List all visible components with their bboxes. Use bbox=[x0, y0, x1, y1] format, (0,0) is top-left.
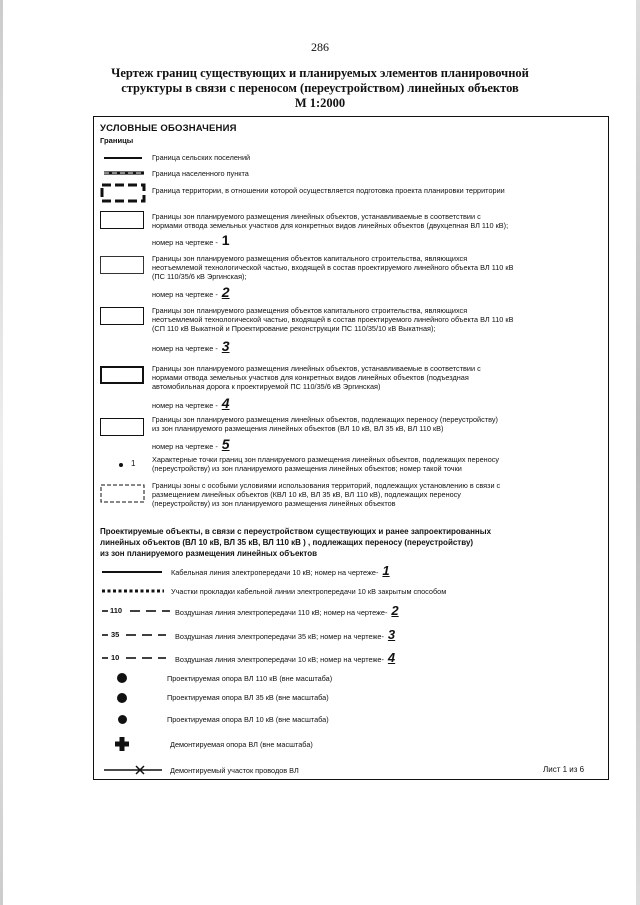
overhead-35-symbol bbox=[100, 628, 172, 642]
line-voltage-mark: 10 bbox=[111, 653, 120, 662]
projected-item-text: Воздушная линия электропередачи 10 кВ; номер на чертеже- 4 bbox=[175, 650, 396, 665]
legend-item-text: Характерные точки границ зон планируемого размещения линейных объектов, подлежащих переносу bbox=[152, 455, 500, 464]
zone-number: 4 bbox=[221, 395, 230, 411]
zone-number: 5 bbox=[221, 436, 230, 452]
legend-item-text: неотъемлемой технологической частью, входящей в состав проектируемого линейного объекта ВЛ 110 кВ bbox=[152, 315, 514, 324]
legend-item-text: (ПС 110/35/6 кВ Эргинская); bbox=[152, 272, 247, 281]
legend-item-text: (СП 110 кВ Выкатной и Проектирование реконструкции ПС 110/35/10 кВ Выкатная); bbox=[152, 324, 436, 333]
zone-access-road-symbol bbox=[100, 366, 144, 384]
projected-heading: из зон планируемого размещения линейных объектов bbox=[100, 549, 318, 558]
scan-edge-left bbox=[0, 0, 3, 905]
legend-item-text: нормами отвода земельных участков для конкретных видов линейных объектов (подъездная bbox=[152, 373, 469, 382]
point-number: 1 bbox=[131, 459, 136, 468]
line-voltage-mark: 110 bbox=[110, 606, 123, 615]
line-number: 1 bbox=[382, 563, 390, 578]
title-scale: М 1:2000 bbox=[294, 96, 346, 110]
locality-border-symbol bbox=[103, 169, 145, 177]
zone-double-circuit-symbol bbox=[100, 211, 144, 229]
page-number: 286 bbox=[311, 40, 329, 54]
dismantled-pylon-icon bbox=[115, 737, 129, 751]
legend-item-text: Граница территории, в отношении которой осуществляется подготовка проекта планировки территории bbox=[152, 186, 505, 195]
legend-item-text: Границы зон планируемого размещения объектов капитального строительства, являющихся bbox=[152, 306, 468, 315]
title-line-2: структуры в связи с переносом (переустройством) линейных объектов bbox=[121, 81, 519, 95]
legend-item-text: Границы зон планируемого размещения линейных объектов, подлежащих переносу (переустройству) bbox=[152, 415, 498, 424]
number-label: номер на чертеже - 1 bbox=[152, 232, 230, 248]
legend-item-text: Границы зон планируемого размещения объектов капитального строительства, являющихся bbox=[152, 254, 468, 263]
number-label: номер на чертеже - 4 bbox=[152, 395, 230, 411]
legend-heading: УСЛОВНЫЕ ОБОЗНАЧЕНИЯ bbox=[100, 123, 237, 134]
number-label: номер на чертеже - 5 bbox=[152, 436, 230, 452]
territory-border-symbol bbox=[100, 183, 146, 203]
line-number: 3 bbox=[387, 627, 396, 642]
special-zone-symbol bbox=[100, 484, 146, 504]
legend-item-text: автомобильная дорога к проектируемой ПС 110/35/6 кВ Эргинская) bbox=[152, 382, 381, 391]
scan-edge-right bbox=[636, 0, 640, 905]
legend-item-text: Границы зон планируемого размещения линейных объектов, устанавливаемые в соответствии с bbox=[152, 364, 481, 373]
zone-number: 1 bbox=[221, 232, 230, 248]
projected-item-text: Демонтируемая опора ВЛ (вне масштаба) bbox=[170, 740, 313, 749]
title-line-1: Чертеж границ существующих и планируемых элементов планировочной bbox=[111, 66, 529, 80]
legend-item-text: Границы зон планируемого размещения линейных объектов, устанавливаемые в соответствии с bbox=[152, 212, 481, 221]
projected-item-text: Кабельная линия электропередачи 10 кВ; номер на чертеже- 1 bbox=[171, 563, 390, 578]
projected-item-text: Участки прокладки кабельной линии электропередачи 10 кВ закрытым способом bbox=[171, 587, 447, 596]
line-number: 2 bbox=[391, 603, 399, 618]
zone-number: 3 bbox=[221, 338, 230, 354]
legend-item-text: неотъемлемой технологической частью, входящей в состав проектируемого линейного объекта ВЛ 110 кВ bbox=[152, 263, 514, 272]
pylon-10-icon bbox=[118, 715, 127, 724]
projected-item-text: Проектируемая опора ВЛ 10 кВ (вне масштаба) bbox=[167, 715, 329, 724]
legend-subheading: Границы bbox=[100, 136, 134, 145]
zone-capital-object-symbol bbox=[100, 256, 144, 274]
projected-heading: линейных объектов (ВЛ 10 кВ, ВЛ 35 кВ, ВЛ 110 кВ ) , подлежащих переносу (переустройству) bbox=[100, 538, 474, 547]
legend-item-text: из зон планируемого размещения линейных объектов (ВЛ 10 кВ, ВЛ 35 кВ, ВЛ 110 кВ) bbox=[152, 424, 444, 433]
projected-item-text: Демонтируемый участок проводов ВЛ bbox=[170, 766, 299, 775]
pylon-110-icon bbox=[117, 673, 127, 683]
projected-item-text: Проектируемая опора ВЛ 35 кВ (вне масштаба) bbox=[167, 693, 329, 702]
closed-method-symbol bbox=[100, 588, 166, 594]
line-voltage-mark: 35 bbox=[111, 630, 120, 639]
pylon-35-icon bbox=[117, 693, 127, 703]
projected-item-text: Проектируемая опора ВЛ 110 кВ (вне масштаба) bbox=[167, 674, 333, 683]
zone-relocation-symbol bbox=[100, 418, 144, 436]
projected-item-text: Воздушная линия электропередачи 35 кВ; номер на чертеже- 3 bbox=[175, 627, 396, 642]
number-label: номер на чертеже - 2 bbox=[152, 284, 230, 300]
dismantled-wire-symbol bbox=[102, 764, 164, 776]
projected-item-text: Воздушная линия электропередачи 110 кВ; номер на чертеже- 2 bbox=[175, 603, 399, 618]
legend-item-text: (переустройству) из зон планируемого размещения линейных объектов bbox=[152, 499, 396, 508]
legend-item-text: (переустройству) из зон планируемого размещения линейных объектов; номер такой точки bbox=[152, 464, 462, 473]
zone-number: 2 bbox=[221, 284, 230, 300]
line-number: 4 bbox=[387, 650, 396, 665]
projected-heading: Проектируемые объекты, в связи с переустройством существующих и ранее запроектированных bbox=[100, 527, 492, 536]
overhead-110-symbol bbox=[100, 604, 172, 618]
legend-item-text: Граница населенного пункта bbox=[152, 169, 249, 178]
legend-item-text: нормами отвода земельных участков для конкретных видов линейных объектов (двухцепная ВЛ 110 кВ); bbox=[152, 221, 509, 230]
characteristic-point-icon bbox=[119, 463, 123, 467]
number-label: номер на чертеже - 3 bbox=[152, 338, 230, 354]
settlement-border-symbol bbox=[104, 157, 142, 159]
overhead-10-symbol bbox=[100, 651, 172, 665]
legend-item-text: размещением линейных объектов (КВЛ 10 кВ, ВЛ 35 кВ, ВЛ 110 кВ), подлежащих переносу bbox=[152, 490, 461, 499]
legend-item-text: Граница сельских поселений bbox=[152, 153, 251, 162]
sheet-label: Лист 1 из 6 bbox=[543, 765, 585, 774]
page-title bbox=[60, 66, 580, 111]
legend-item-text: Границы зоны с особыми условиями использования территорий, подлежащих установлению в связи с bbox=[152, 481, 501, 490]
cable-line-symbol bbox=[102, 571, 162, 573]
zone-substation-symbol bbox=[100, 307, 144, 325]
